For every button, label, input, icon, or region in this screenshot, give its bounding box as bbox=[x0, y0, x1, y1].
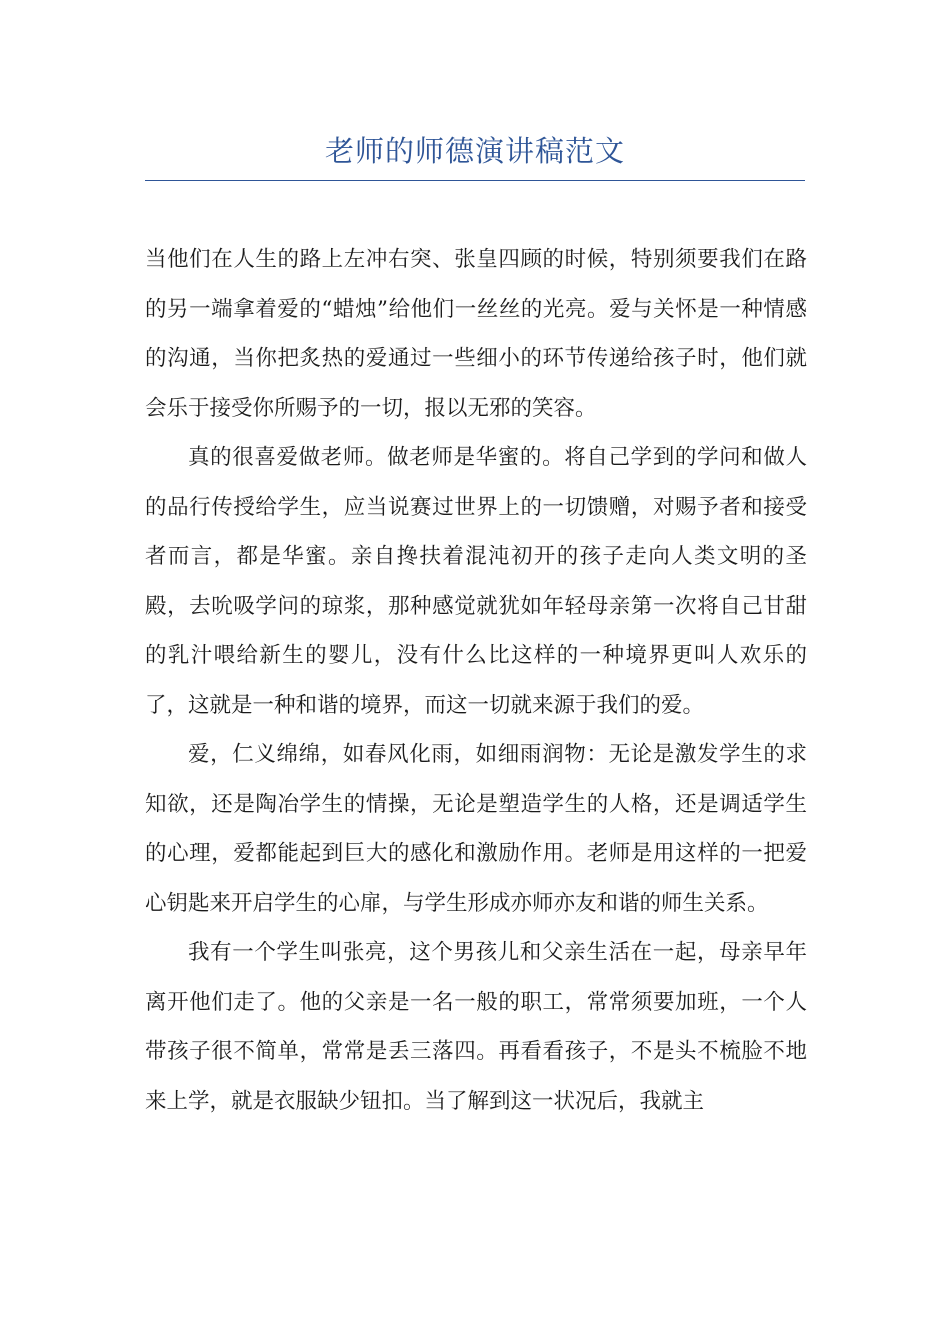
paragraph-1: 当他们在人生的路上左冲右突、张皇四顾的时候，特别须要我们在路的另一端拿着爱的“蜡烛”给他们一丝丝的光亮。爱与关怀是一种情感的沟通，当你把炙热的爱通过一些细小的环节传递给孩子时，他们就会乐于接受你所赐予的一切，报以无邪的笑容。 bbox=[145, 247, 807, 421]
document-body bbox=[145, 235, 807, 1126]
paragraph-4: 我有一个学生叫张亮，这个男孩儿和父亲生活在一起，母亲早年离开他们走了。他的父亲是一名一般的职工，常常须要加班，一个人带孩子很不简单，常常是丢三落四。再看看孩子，不是头不梳脸不地来上学，就是衣服缺少钮扣。当了解到这一状况后，我就主 bbox=[145, 940, 807, 1114]
title-underline bbox=[145, 180, 805, 181]
paragraph-3: 爱，仁义绵绵，如春风化雨，如细雨润物：无论是激发学生的求知欲，还是陶冶学生的情操，无论是塑造学生的人格，还是调适学生的心理，爱都能起到巨大的感化和激励作用。老师是用这样的一把爱心钥匙来开启学生的心扉，与学生形成亦师亦友和谐的师生关系。 bbox=[145, 742, 807, 916]
document-title: 老师的师德演讲稿范文 bbox=[324, 134, 625, 168]
paragraph-2: 真的很喜爱做老师。做老师是华蜜的。将自己学到的学问和做人的品行传授给学生，应当说赛过世界上的一切馈赠，对赐予者和接受者而言，都是华蜜。亲自搀扶着混沌初开的孩子走向人类文明的圣殿，去吮吸学问的琼浆，那种感觉就犹如年轻母亲第一次将自己甘甜的乳汁喂给新生的婴儿，没有什么比这样的一种境界更叫人欢乐的了，这就是一种和谐的境界，而这一切就来源于我们的爱。 bbox=[145, 445, 807, 718]
